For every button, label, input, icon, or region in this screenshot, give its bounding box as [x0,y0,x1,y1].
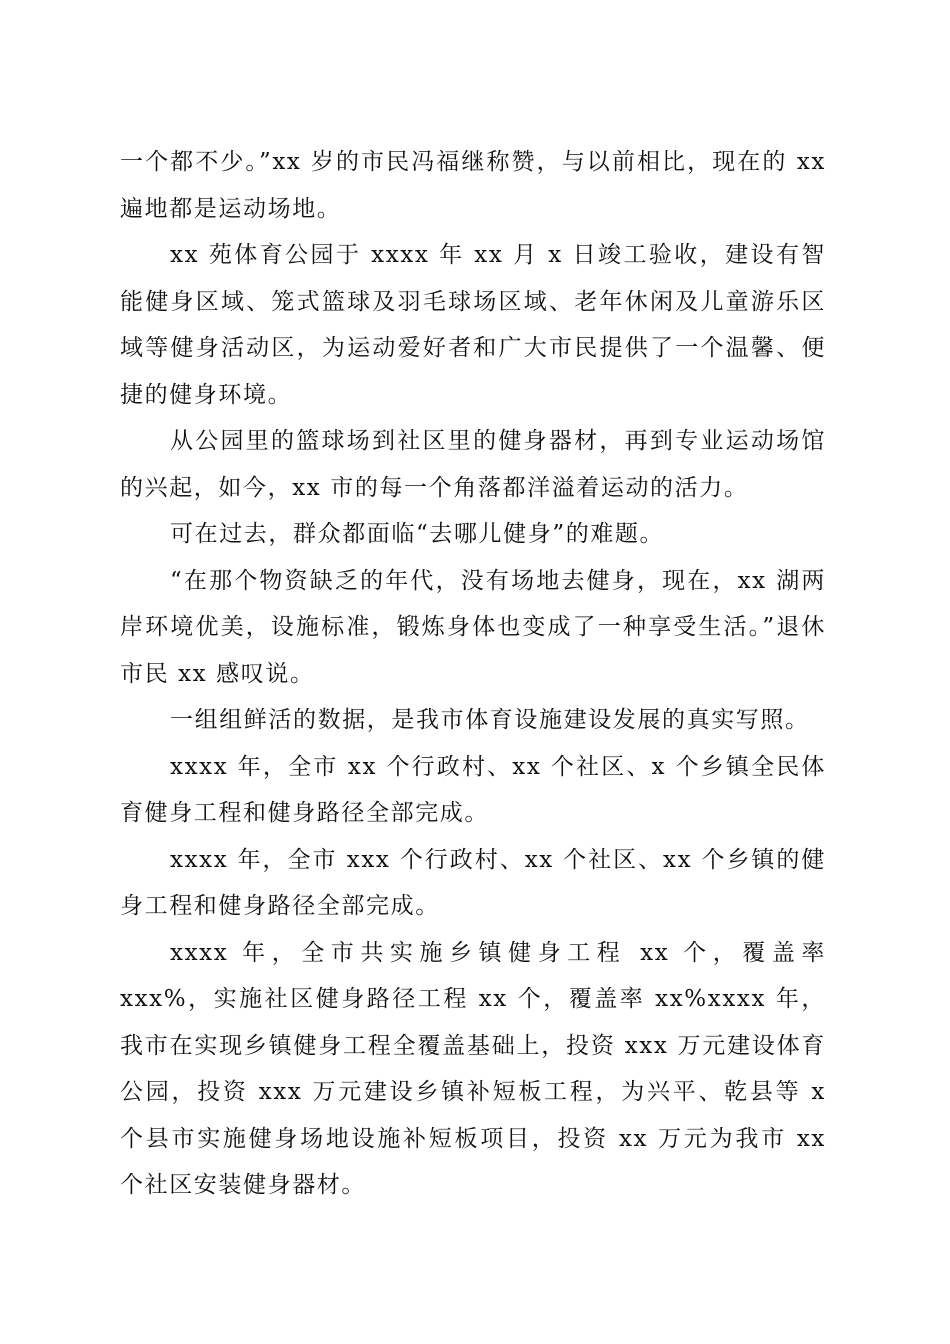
paragraph-resident-quote: “在那个物资缺乏的年代，没有场地去健身，现在，xx 湖两岸环境优美，设施标准，锻炼身体也变成了一种享受生活。”退休市民 xx 感叹说。 [120,567,826,687]
paragraph-year-two: xxxx 年，全市 xxx 个行政村、xx 个社区、xx 个乡镇的健身工程和健身路径全部完成。 [120,846,826,919]
paragraph-data-intro: 一组组鲜活的数据，是我市体育设施建设发展的真实写照。 [170,707,810,733]
paragraph-continuation: 一个都不少。”xx 岁的市民冯福继称赞，与以前相比，现在的 xx 遍地都是运动场地。 [120,149,826,222]
document-body [120,139,826,1209]
paragraph-past-difficulty: 可在过去，群众都面临“去哪儿健身”的难题。 [170,521,665,547]
paragraph-year-three: xxxx 年，全市共实施乡镇健身工程 xx 个，覆盖率 xxx%，实施社区健身路径工程 xx 个，覆盖率 xx%xxxx 年，我市在实现乡镇健身工程全覆盖基础上，投资 xxx 万元建设体育公园，投资 xxx 万元建设乡镇补短板工程，为兴平、乾县等 x 个县市实施健身场地设施补短板项目，投资 xx 万元为我市 xx 个社区安装健身器材。 [120,939,826,1198]
paragraph-sports-park: xx 苑体育公园于 xxxx 年 xx 月 x 日竣工验收，建设有智能健身区域、笼式篮球及羽毛球场区域、老年休闲及儿童游乐区域等健身活动区，为运动爱好者和广大市民提供了一个温馨、便捷的健身环境。 [120,242,826,408]
paragraph-vitality: 从公园里的篮球场到社区里的健身器材，再到专业运动场馆的兴起，如今，xx 市的每一个角落都洋溢着运动的活力。 [120,428,826,501]
paragraph-year-one: xxxx 年，全市 xx 个行政村、xx 个社区、x 个乡镇全民体育健身工程和健身路径全部完成。 [120,753,826,826]
